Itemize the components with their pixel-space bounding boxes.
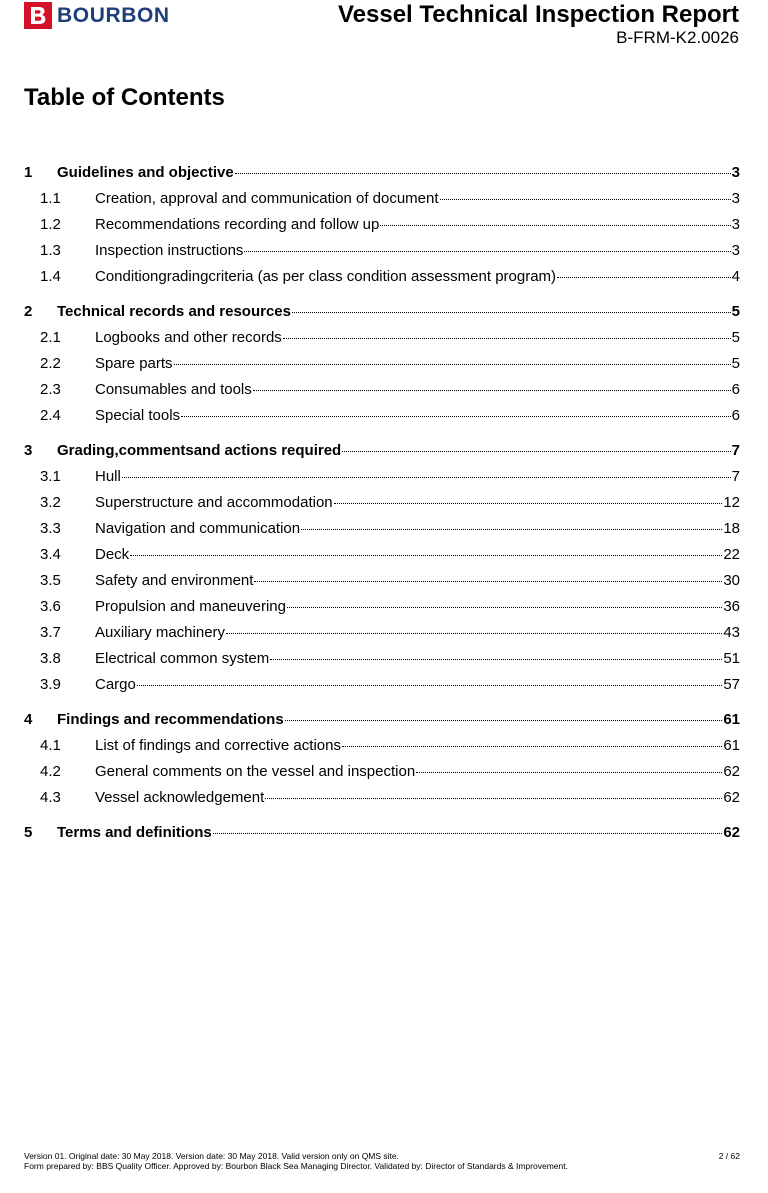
- toc-dot-leader: [174, 364, 731, 365]
- toc-entry-number: 3.7: [40, 624, 61, 641]
- toc-dot-leader: [253, 390, 731, 391]
- toc-dot-leader: [342, 451, 730, 452]
- toc-entry-page: 3: [731, 190, 740, 207]
- toc-entry-number: 2.4: [40, 407, 61, 424]
- toc-entry-page: 5: [731, 355, 740, 372]
- toc-entry[interactable]: [24, 494, 740, 512]
- toc-entry[interactable]: [24, 737, 740, 755]
- toc-dot-leader: [244, 251, 730, 252]
- toc-entry-label: Inspection instructions: [95, 242, 244, 259]
- toc-entry[interactable]: [24, 329, 740, 347]
- toc-entry[interactable]: [24, 268, 740, 286]
- toc-entry[interactable]: [24, 676, 740, 694]
- toc-dot-leader: [226, 633, 722, 634]
- toc-dot-leader: [235, 173, 731, 174]
- toc-entry-number: 3: [24, 442, 33, 459]
- toc-entry-page: 3: [731, 164, 740, 181]
- toc-entry-number: 3.6: [40, 598, 61, 615]
- toc-entry-label: Special tools: [95, 407, 181, 424]
- toc-entry[interactable]: [24, 216, 740, 234]
- toc-entry-label: Deck: [95, 546, 130, 563]
- toc-entry-page: 3: [731, 216, 740, 233]
- toc-entry-label: Guidelines and objective: [57, 164, 234, 181]
- toc-entry-number: 1.4: [40, 268, 61, 285]
- bourbon-logo: [24, 2, 170, 29]
- toc-entry-number: 2.3: [40, 381, 61, 398]
- toc-entry[interactable]: [24, 407, 740, 425]
- toc-entry-number: 1.2: [40, 216, 61, 233]
- toc-entry[interactable]: [24, 572, 740, 590]
- toc-dot-leader: [301, 529, 722, 530]
- toc-entry-page: 5: [731, 329, 740, 346]
- toc-entry-label: Navigation and communication: [95, 520, 301, 537]
- toc-entry[interactable]: [24, 789, 740, 807]
- toc-entry-label: General comments on the vessel and inspection: [95, 763, 416, 780]
- toc-dot-leader: [285, 720, 723, 721]
- toc-dot-leader: [416, 772, 722, 773]
- toc-dot-leader: [342, 746, 722, 747]
- toc-entry-number: 2.1: [40, 329, 61, 346]
- bourbon-logo-icon: [24, 2, 52, 29]
- report-title: Vessel Technical Inspection Report: [337, 1, 739, 28]
- toc-entry-page: 18: [723, 520, 740, 537]
- toc-entry-page: 7: [731, 468, 740, 485]
- toc-entry-label: List of findings and corrective actions: [95, 737, 341, 754]
- toc-entry[interactable]: [24, 763, 740, 781]
- toc-dot-leader: [270, 659, 722, 660]
- toc-entry-page: 62: [723, 824, 740, 841]
- toc-entry-label: Spare parts: [95, 355, 173, 372]
- toc-entry-page: 7: [731, 442, 740, 459]
- toc-entry[interactable]: [24, 711, 740, 729]
- toc-entry[interactable]: [24, 598, 740, 616]
- toc-entry-number: 2: [24, 303, 33, 320]
- toc-entry[interactable]: [24, 650, 740, 668]
- toc-entry-number: 3.3: [40, 520, 61, 537]
- toc-entry[interactable]: [24, 546, 740, 564]
- toc-entry-label: Grading,commentsand actions required: [57, 442, 342, 459]
- toc-entry[interactable]: [24, 303, 740, 321]
- toc-entry-page: 4: [731, 268, 740, 285]
- footer-info: [24, 1151, 568, 1171]
- toc-entry-number: 1.1: [40, 190, 61, 207]
- toc-entry[interactable]: [24, 355, 740, 373]
- toc-entry-page: 51: [723, 650, 740, 667]
- toc-entry-number: 4.3: [40, 789, 61, 806]
- page-number: 2 / 62: [718, 1151, 740, 1161]
- toc-entry-number: 3.1: [40, 468, 61, 485]
- toc-entry-label: Conditiongradingcriteria (as per class condition assessment program): [95, 268, 557, 285]
- toc-entry-label: Electrical common system: [95, 650, 270, 667]
- toc-entry-page: 62: [723, 789, 740, 806]
- toc-entry-number: 1.3: [40, 242, 61, 259]
- toc-dot-leader: [287, 607, 722, 608]
- toc-entry-label: Recommendations recording and follow up: [95, 216, 380, 233]
- toc-entry[interactable]: [24, 164, 740, 182]
- toc-entry-label: Technical records and resources: [57, 303, 291, 320]
- toc-dot-leader: [265, 798, 722, 799]
- toc-entry-number: 3.2: [40, 494, 61, 511]
- toc-entry[interactable]: [24, 190, 740, 208]
- toc-entry-number: 3.9: [40, 676, 61, 693]
- toc-entry-number: 1: [24, 164, 33, 181]
- toc-dot-leader: [292, 312, 731, 313]
- toc-entry-label: Hull: [95, 468, 121, 485]
- toc-dot-leader: [557, 277, 731, 278]
- toc-entry-label: Terms and definitions: [57, 824, 212, 841]
- toc-entry-number: 4.1: [40, 737, 61, 754]
- toc-entry-label: Creation, approval and communication of document: [95, 190, 439, 207]
- toc-entry-number: 5: [24, 824, 33, 841]
- toc-entry-page: 6: [731, 381, 740, 398]
- brand-name: BOURBON: [57, 3, 170, 27]
- toc-entry-label: Vessel acknowledgement: [95, 789, 265, 806]
- toc-entry-page: 6: [731, 407, 740, 424]
- form-code: B-FRM-K2.0026: [616, 28, 739, 47]
- toc-entry-label: Safety and environment: [95, 572, 254, 589]
- toc-dot-leader: [213, 833, 723, 834]
- toc-entry-page: 30: [723, 572, 740, 589]
- toc-dot-leader: [334, 503, 723, 504]
- toc-entry-page: 22: [723, 546, 740, 563]
- toc-entry-page: 3: [731, 242, 740, 259]
- toc-entry-page: 62: [723, 763, 740, 780]
- toc-entry-page: 12: [723, 494, 740, 511]
- footer-version-line: Version 01. Original date: 30 May 2018. Version date: 30 May 2018. Valid version only on QMS site.: [24, 1151, 400, 1161]
- toc-entry[interactable]: [24, 442, 740, 460]
- toc-entry-number: 2.2: [40, 355, 61, 372]
- toc-entry-page: 57: [723, 676, 740, 693]
- toc-dot-leader: [380, 225, 730, 226]
- toc-dot-leader: [283, 338, 731, 339]
- toc-entry-page: 61: [723, 737, 740, 754]
- toc-entry-page: 5: [731, 303, 740, 320]
- toc-entry-label: Logbooks and other records: [95, 329, 282, 346]
- toc-entry[interactable]: [24, 824, 740, 842]
- toc-entry-label: Cargo: [95, 676, 136, 693]
- toc-entry-label: Superstructure and accommodation: [95, 494, 333, 511]
- toc-dot-leader: [137, 685, 722, 686]
- toc-entry-label: Auxiliary machinery: [95, 624, 226, 641]
- toc-entry[interactable]: [24, 242, 740, 260]
- toc-entry-page: 43: [723, 624, 740, 641]
- toc-dot-leader: [181, 416, 731, 417]
- toc-entry[interactable]: [24, 624, 740, 642]
- toc-entry-number: 4.2: [40, 763, 61, 780]
- page-title: Table of Contents: [24, 84, 225, 111]
- toc-entry-label: Consumables and tools: [95, 381, 252, 398]
- toc-entry-number: 3.8: [40, 650, 61, 667]
- toc-entry[interactable]: [24, 468, 740, 486]
- footer-approval-line: Form prepared by: BBS Quality Officer. Approved by: Bourbon Black Sea Managing Director. Validated by: Director of Standards & Improvement.: [24, 1161, 568, 1171]
- toc-entry-number: 3.4: [40, 546, 61, 563]
- toc-entry-page: 61: [723, 711, 740, 728]
- toc-dot-leader: [254, 581, 722, 582]
- toc-entry-number: 4: [24, 711, 33, 728]
- toc-entry[interactable]: [24, 381, 740, 399]
- toc-entry-label: Propulsion and maneuvering: [95, 598, 286, 615]
- toc-entry-label: Findings and recommendations: [57, 711, 284, 728]
- toc-dot-leader: [440, 199, 731, 200]
- toc-entry-page: 36: [723, 598, 740, 615]
- toc-dot-leader: [130, 555, 722, 556]
- toc-dot-leader: [122, 477, 731, 478]
- toc-entry[interactable]: [24, 520, 740, 538]
- toc-entry-number: 3.5: [40, 572, 61, 589]
